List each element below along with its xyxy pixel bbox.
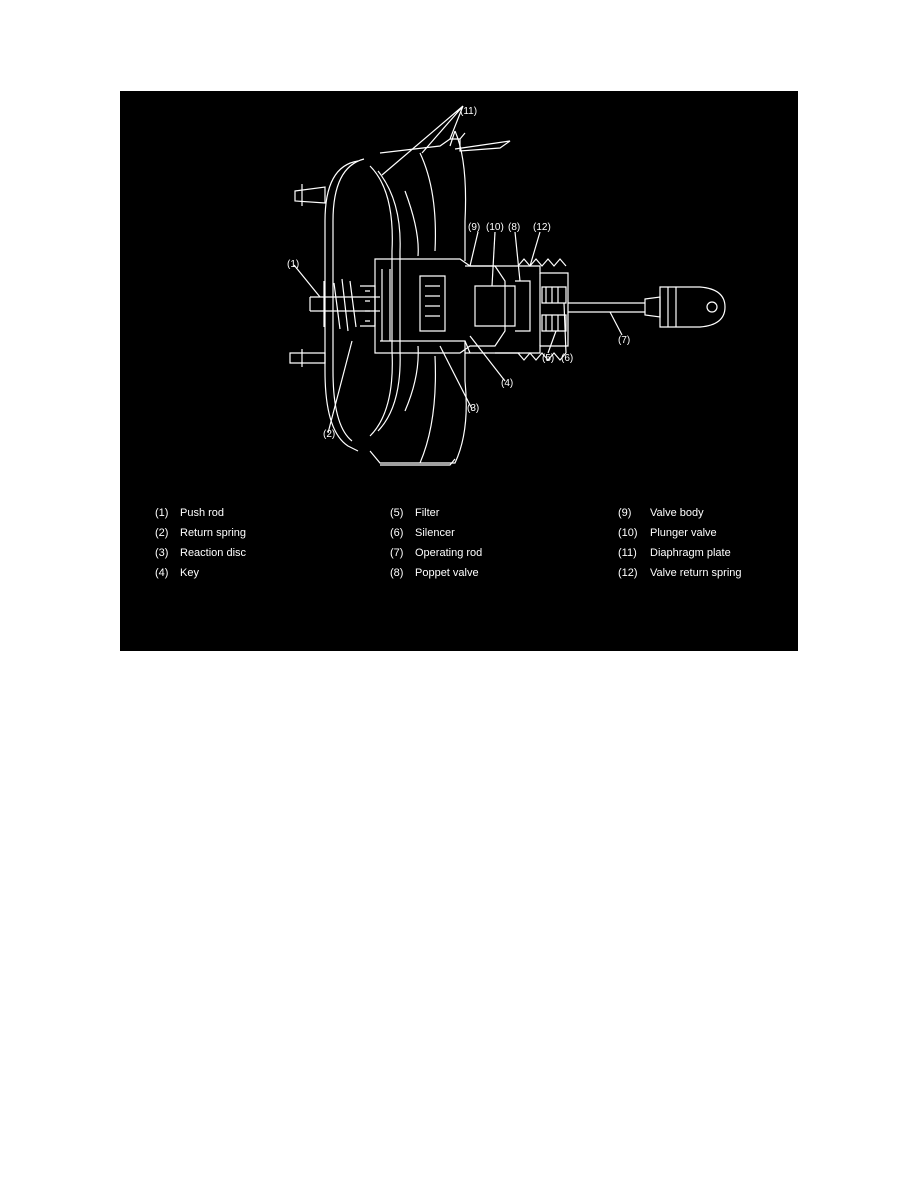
leader-10 bbox=[492, 232, 495, 286]
legend-number: (11) bbox=[618, 547, 637, 559]
legend-number: (3) bbox=[155, 547, 169, 559]
legend-label: Return spring bbox=[180, 527, 247, 539]
clevis bbox=[660, 287, 725, 327]
legend-label: Plunger valve bbox=[650, 527, 717, 539]
callout-6: (6) bbox=[561, 353, 574, 364]
legend-number: (5) bbox=[390, 507, 404, 519]
legend-label: Valve body bbox=[650, 507, 704, 519]
legend-number: (7) bbox=[390, 547, 404, 559]
diaphragm-plate bbox=[370, 166, 392, 436]
callout-11: (11) bbox=[460, 106, 478, 117]
bellows-boot bbox=[518, 259, 566, 266]
leader-5 bbox=[548, 331, 556, 353]
leader-8 bbox=[515, 232, 520, 281]
legend-label: Reaction disc bbox=[180, 547, 247, 559]
legend-number: (1) bbox=[155, 507, 169, 519]
rear-shell bbox=[380, 139, 510, 153]
parts-legend bbox=[120, 504, 798, 594]
legend-number: (10) bbox=[618, 527, 638, 539]
leader-2 bbox=[328, 341, 352, 433]
legend-label: Filter bbox=[415, 507, 440, 519]
callout-10: (10) bbox=[486, 222, 504, 233]
legend-label: Push rod bbox=[180, 507, 225, 519]
mounting-stud-upper bbox=[295, 187, 325, 203]
leader-4 bbox=[470, 336, 505, 381]
callout-3: (3) bbox=[467, 403, 480, 414]
operating-rod bbox=[568, 303, 645, 312]
legend-label: Key bbox=[180, 567, 199, 579]
legend-number: (4) bbox=[155, 567, 169, 579]
legend-number: (6) bbox=[390, 527, 404, 539]
legend-number: (2) bbox=[155, 527, 169, 539]
poppet-valve bbox=[515, 281, 530, 331]
legend-label: Poppet valve bbox=[415, 567, 479, 579]
legend-number: (9) bbox=[618, 507, 632, 519]
return-spring bbox=[334, 279, 356, 331]
callout-12: (12) bbox=[533, 222, 551, 233]
legend-label: Operating rod bbox=[415, 547, 483, 559]
callout-7: (7) bbox=[618, 335, 631, 346]
plunger-valve bbox=[475, 286, 515, 326]
leader-3 bbox=[440, 346, 472, 409]
callout-2: (2) bbox=[323, 429, 336, 440]
leader-11 bbox=[382, 106, 463, 175]
legend-label: Valve return spring bbox=[650, 567, 742, 579]
legend-label: Silencer bbox=[415, 527, 455, 539]
legend-label: Diaphragm plate bbox=[650, 547, 731, 559]
legend-number: (12) bbox=[618, 567, 638, 579]
callout-9: (9) bbox=[468, 222, 481, 233]
leader-7 bbox=[610, 312, 622, 335]
mounting-stud-lower bbox=[290, 353, 325, 363]
callout-5: (5) bbox=[542, 353, 555, 364]
callout-8: (8) bbox=[508, 222, 521, 233]
brake-booster-cross-section bbox=[120, 91, 798, 504]
legend-number: (8) bbox=[390, 567, 404, 579]
brake-booster-figure bbox=[120, 91, 798, 651]
leader-9 bbox=[470, 232, 478, 266]
callout-4: (4) bbox=[501, 378, 514, 389]
callout-1: (1) bbox=[287, 259, 300, 270]
